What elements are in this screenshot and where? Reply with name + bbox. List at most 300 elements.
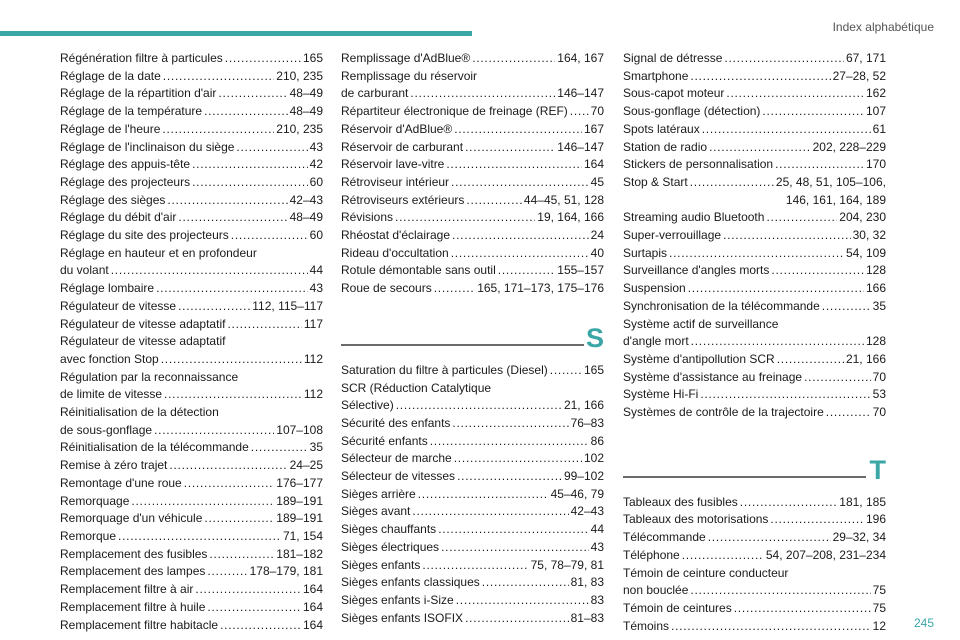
index-entry-label: Réglage des projecteurs [60, 174, 191, 189]
index-entry-row [341, 539, 604, 557]
dot-leader [446, 158, 582, 170]
index-entry-label: Réinitialisation de la télécommande [60, 440, 249, 455]
index-entry-pages: 112, 115–117 [252, 298, 323, 313]
index-entry-pages: 204, 230 [839, 210, 886, 225]
index-entry-label: Témoins [623, 618, 670, 633]
index-entry-label: avec fonction Stop [60, 351, 159, 366]
index-entry-row [341, 103, 604, 121]
index-entry-label: Témoin de ceintures [623, 600, 732, 615]
index-entry-row [623, 386, 886, 404]
index-entry-label: Remplacement filtre à huile [60, 599, 206, 614]
index-entry-pages: 24 [590, 228, 604, 243]
index-entry-row [60, 262, 323, 280]
index-entry-label: Saturation du filtre à particules (Diesel) [341, 362, 548, 377]
index-entry-pages: 44–45, 51, 128 [523, 192, 604, 207]
index-entry-pages: 181, 185 [839, 494, 886, 509]
index-entry [623, 103, 886, 121]
index-entry-label: Remorque [60, 528, 117, 543]
index-entry-row [60, 386, 323, 404]
index-entry [60, 563, 323, 581]
index-entry-row [341, 262, 604, 280]
index-entry-label: Régénération filtre à particules [60, 51, 223, 65]
index-entry [623, 351, 886, 369]
index-entry-pages: 75 [872, 583, 886, 598]
index-entry-label: Réglage des sièges [60, 192, 166, 207]
dot-leader [422, 559, 528, 571]
index-entry-label: Réglage de la température [60, 104, 203, 119]
index-entry-label: Remorquage [60, 493, 130, 508]
index-entry-row [60, 510, 323, 528]
index-entry-label: Streaming audio Bluetooth [623, 210, 765, 225]
index-entry-row [60, 457, 323, 475]
dot-leader [395, 211, 535, 223]
dot-leader [550, 364, 582, 376]
dot-leader [498, 264, 556, 276]
index-entry-row [60, 617, 323, 635]
index-entry-label: Systèmes de contrôle de la trajectoire [623, 405, 824, 420]
dot-leader [457, 470, 562, 482]
index-entry-label: Régulateur de vitesse [60, 298, 177, 313]
index-group-s [341, 362, 604, 628]
index-entry-pages: 30, 32 [852, 228, 886, 243]
dot-leader [441, 541, 589, 553]
index-entry-pages: 70 [590, 104, 604, 119]
index-entry-pages: 165 [583, 362, 604, 377]
index-entry-pages: 76–83 [570, 415, 604, 430]
dot-leader [167, 194, 287, 206]
index-entry-row [623, 494, 886, 512]
index-entry-row [60, 493, 323, 511]
index-entry [60, 245, 323, 280]
page-number: 245 [913, 616, 934, 630]
index-entry-pages: 86 [590, 433, 604, 448]
index-entry-row [623, 121, 886, 139]
index-entry-pages: 102 [583, 451, 604, 466]
index-entry-pages: 19, 164, 166 [537, 210, 604, 225]
dot-leader [726, 87, 864, 99]
index-entry-pages: 189–191 [276, 511, 323, 526]
index-entry-row [341, 486, 604, 504]
index-entry-row [623, 262, 886, 280]
index-entry-label: Sièges enfants classiques [341, 575, 480, 590]
index-entry [341, 192, 604, 210]
index-entry-row [60, 422, 323, 440]
index-entry-label: non bouclée [623, 583, 689, 598]
dot-leader [740, 496, 838, 508]
index-entry-row [60, 50, 323, 68]
dot-leader [412, 505, 568, 517]
index-entry-row [623, 68, 886, 86]
index-entry [623, 494, 886, 512]
index-entry-label: Système Hi-Fi [623, 387, 699, 402]
index-entry-pages: 81–83 [570, 610, 604, 625]
index-entry [60, 103, 323, 121]
index-entry-row [623, 227, 886, 245]
dot-leader [225, 52, 301, 64]
dot-leader [724, 52, 844, 64]
index-entry-label: Suspension [623, 281, 686, 296]
index-entry [341, 610, 604, 628]
index-entry-pages: 164 [302, 582, 323, 597]
index-entry [623, 316, 886, 351]
index-entry-pages: 112 [303, 387, 323, 402]
dot-leader [169, 459, 287, 471]
index-entry [341, 50, 604, 68]
index-entry-label-line: Remplissage du réservoir [341, 68, 478, 83]
index-entry-row [60, 475, 323, 493]
index-entry [623, 565, 886, 600]
index-entry [341, 557, 604, 575]
index-entry-pages: 164 [302, 617, 323, 632]
index-entry [60, 510, 323, 528]
index-entry [341, 245, 604, 263]
index-entry-pages: 48–49 [289, 210, 323, 225]
index-entry-row [341, 415, 604, 433]
index-entry-pages: 170 [865, 157, 886, 172]
dot-leader [434, 282, 475, 294]
index-entry-row [341, 503, 604, 521]
index-entry-label: Signal de détresse [623, 51, 723, 65]
index-entry-label: Remise à zéro trajet [60, 458, 168, 473]
index-entry-row [60, 174, 323, 192]
index-entry [341, 450, 604, 468]
index-entry-row [623, 209, 886, 227]
index-entry-pages: 44 [309, 263, 323, 278]
index-entry [60, 50, 323, 68]
index-entry [623, 280, 886, 298]
index-entry-row [60, 280, 323, 298]
section-letter: S [585, 322, 604, 353]
index-entry-label: Synchronisation de la télécommande [623, 298, 820, 313]
index-entry [341, 539, 604, 557]
index-entry [60, 369, 323, 404]
dot-leader [723, 229, 851, 241]
index-entry [60, 85, 323, 103]
index-entry [60, 121, 323, 139]
index-entry-row [341, 121, 604, 139]
index-entry-pages: 54, 207–208, 231–234 [765, 547, 886, 562]
dot-leader [156, 282, 308, 294]
index-entry-row [60, 192, 323, 210]
index-entry-label: Réglage du site des projecteurs [60, 228, 229, 243]
dot-leader [192, 158, 308, 170]
index-entry-pages: 210, 235 [276, 68, 323, 83]
index-entry [623, 547, 886, 565]
index-entry-label: d'angle mort [623, 334, 689, 349]
index-entry-label: Remplacement filtre habitacle [60, 617, 219, 632]
section-letter-t [623, 438, 886, 490]
index-entry-label: Réglage de l'inclinaison du siège [60, 139, 235, 154]
index-entry-label-line: Régulateur de vitesse adaptatif [60, 334, 226, 349]
index-entry-row [623, 245, 886, 263]
index-entry-label-line: SCR (Réduction Catalytique [341, 380, 492, 395]
dot-leader [734, 602, 871, 614]
index-entry-pages: 45–46, 79 [550, 486, 604, 501]
index-entry-label: Sièges avant [341, 504, 411, 519]
index-entry-label: Remplacement des fusibles [60, 546, 208, 561]
index-entry-label-line: Réinitialisation de la détection [60, 405, 219, 420]
index-entry-pages: 29–32, 34 [832, 530, 886, 545]
index-entry-label: du volant [60, 263, 109, 278]
index-entry-label: Répartiteur électronique de freinage (REF) [341, 104, 568, 119]
dot-leader [690, 70, 830, 82]
index-entry-label: Régulateur de vitesse adaptatif [60, 316, 226, 331]
index-entry-label: Rétroviseur intérieur [341, 174, 450, 189]
index-entry [341, 103, 604, 121]
index-entry-pages: 210, 235 [276, 121, 323, 136]
index-entry-label: de limite de vitesse [60, 387, 163, 402]
index-entry [341, 209, 604, 227]
index-entry-row [60, 581, 323, 599]
dot-leader [702, 123, 871, 135]
dot-leader [231, 229, 308, 241]
index-entry-row [341, 227, 604, 245]
index-entry-pages: 48–49 [289, 104, 323, 119]
index-entry [60, 68, 323, 86]
index-entry-label: Remplacement filtre à air [60, 582, 194, 597]
index-entry-pages: 42–43 [289, 192, 323, 207]
dot-leader [192, 176, 308, 188]
dot-leader [456, 594, 589, 606]
dot-leader [671, 620, 871, 632]
index-entry-row [623, 139, 886, 157]
index-entry-pages: 27–28, 52 [832, 68, 886, 83]
index-entry [60, 209, 323, 227]
dot-leader [163, 70, 275, 82]
dot-leader [451, 176, 589, 188]
dot-leader [184, 477, 275, 489]
dot-leader [766, 211, 837, 223]
index-entry-row [60, 68, 323, 86]
index-entry-row [341, 362, 604, 380]
index-entry-row [341, 592, 604, 610]
index-entry-pages: 53 [872, 387, 886, 402]
index-entry-pages: 75 [872, 600, 886, 615]
index-entry [341, 468, 604, 486]
index-entry [341, 380, 604, 415]
index-entry-label: Spots latéraux [623, 121, 700, 136]
index-entry-pages: 40 [590, 245, 604, 260]
section-rule [623, 476, 866, 478]
index-entry-row [623, 298, 886, 316]
dot-leader [465, 612, 569, 624]
index-entry-label: Surveillance d'angles morts [623, 263, 770, 278]
index-entry-row [60, 546, 323, 564]
index-entry-row [623, 582, 886, 600]
index-entry-row [623, 600, 886, 618]
index-entry-row [60, 298, 323, 316]
dot-leader [209, 548, 274, 560]
index-entry [623, 50, 886, 68]
index-entry-pages: 83 [590, 592, 604, 607]
index-entry-pages: 21, 166 [845, 351, 886, 366]
index-entry-row [60, 563, 323, 581]
dot-leader [472, 52, 555, 64]
index-entry-row [341, 192, 604, 210]
index-entry-row [623, 529, 886, 547]
index-entry [623, 121, 886, 139]
index-entry-label: Remplissage d'AdBlue® [341, 51, 471, 65]
index-entry [341, 156, 604, 174]
index-entry [623, 618, 886, 636]
index-entry [341, 121, 604, 139]
index-entry-pages: 164, 167 [557, 51, 604, 65]
dot-leader [218, 87, 287, 99]
index-entry-pages: 61 [872, 121, 886, 136]
dot-leader [162, 123, 274, 135]
index-entry-label: Rideau d'occultation [341, 245, 449, 260]
running-head: Index alphabétique [832, 20, 934, 34]
index-entry-pages: 196 [865, 512, 886, 527]
dot-leader [111, 264, 308, 276]
index-entry-pages-continued: 146, 161, 164, 189 [785, 192, 886, 207]
index-entry-pages: 43 [309, 139, 323, 154]
dot-leader [207, 565, 247, 577]
index-entry-label-line: Système actif de surveillance [623, 316, 779, 331]
index-entry-label: Télécommande [623, 530, 706, 545]
index-entry-label: de carburant [341, 86, 409, 101]
index-entry-row [60, 85, 323, 103]
index-entry [623, 209, 886, 227]
index-entry-label: Sécurité des enfants [341, 415, 451, 430]
index-entry [60, 156, 323, 174]
index-entry-row [623, 351, 886, 369]
index-entry [341, 574, 604, 592]
index-entry-label: Sièges enfants ISOFIX [341, 610, 464, 625]
index-entry-row [341, 174, 604, 192]
dot-leader [570, 105, 589, 117]
index-entry-row [341, 280, 604, 298]
index-entry-label: Sièges enfants i-Size [341, 592, 454, 607]
index-entry-label: Réglage des appuis-tête [60, 157, 191, 172]
index-entry-label: Sélective) [341, 398, 394, 413]
dot-leader [777, 353, 844, 365]
index-entry-row [60, 316, 323, 334]
index-entry-label: Tableaux des motorisations [623, 512, 769, 527]
index-entry [60, 139, 323, 157]
index-entry-pages: 48–49 [289, 86, 323, 101]
index-entry-pages: 178–179, 181 [249, 564, 323, 579]
index-entry-pages: 107–108 [276, 422, 323, 437]
index-entry [60, 528, 323, 546]
dot-leader [430, 435, 589, 447]
index-entry [623, 386, 886, 404]
index-entry [60, 599, 323, 617]
index-entry-pages: 128 [865, 263, 886, 278]
index-entry-pages: 75, 78–79, 81 [530, 557, 604, 572]
index-entry [623, 600, 886, 618]
index-entry-row [623, 404, 886, 422]
index-entry [60, 192, 323, 210]
index-entry [60, 404, 323, 439]
index-entry-pages: 117 [303, 316, 323, 331]
index-entry-row [341, 610, 604, 628]
dot-leader [131, 495, 274, 507]
index-entry-pages: 107 [865, 104, 886, 119]
index-entry-pages: 166 [865, 281, 886, 296]
index-entry-label: Réservoir d'AdBlue® [341, 121, 453, 136]
index-entry-pages: 165, 171–173, 175–176 [477, 281, 604, 296]
index-entry-label: Rotule démontable sans outil [341, 263, 496, 278]
index-entry-label: Réservoir lave-vitre [341, 157, 445, 172]
index-entry-row [60, 351, 323, 369]
dot-leader [762, 105, 864, 117]
index-entry [623, 68, 886, 86]
dot-leader [691, 335, 864, 347]
index-entry-label: Réglage de la répartition d'air [60, 86, 217, 101]
index-entry-label: Réglage de la date [60, 68, 161, 83]
index-entry-label: Système d'antipollution SCR [623, 351, 775, 366]
index-entry-label: Réglage de l'heure [60, 121, 161, 136]
dot-leader [771, 264, 864, 276]
index-entry-label: Remorquage d'un véhicule [60, 511, 203, 526]
dot-leader [452, 417, 568, 429]
index-entry-row [341, 209, 604, 227]
index-entry [623, 404, 886, 422]
index-entry-row [60, 599, 323, 617]
index-entry [341, 486, 604, 504]
index-entry-label: Tableaux des fusibles [623, 494, 738, 509]
index-entry-label: Smartphone [623, 68, 689, 83]
index-entry-label: Réservoir de carburant [341, 139, 464, 154]
index-entry-label: Sièges arrière [341, 486, 416, 501]
index-entry-row [60, 103, 323, 121]
index-entry-row [60, 121, 323, 139]
dot-leader [465, 141, 555, 153]
index-entry [60, 174, 323, 192]
index-entry-pages: 112 [303, 351, 323, 366]
dot-leader [482, 576, 569, 588]
index-entry-pages: 181–182 [276, 546, 323, 561]
index-entry-pages: 35 [872, 298, 886, 313]
index-entry [341, 592, 604, 610]
index-entry-pages: 42–43 [570, 504, 604, 519]
index-entry-row [341, 50, 604, 68]
index-entry-pages: 60 [309, 174, 323, 189]
dot-leader [161, 353, 302, 365]
index-entry-label: Rhéostat d'éclairage [341, 228, 451, 243]
index-entry-row [341, 557, 604, 575]
index-entry-label: de sous-gonflage [60, 422, 153, 437]
index-entry-pages: 99–102 [563, 469, 604, 484]
index-entry-label: Réglage lombaire [60, 281, 155, 296]
dot-leader [682, 549, 764, 561]
index-entry-pages: 43 [590, 539, 604, 554]
index-entry-label-line: Réglage en hauteur et en profondeur [60, 245, 257, 260]
dot-leader [804, 371, 871, 383]
index-entry [623, 156, 886, 174]
index-entry-row [623, 369, 886, 387]
index-entry [623, 529, 886, 547]
index-entry-pages: 71, 154 [282, 528, 323, 543]
dot-leader [204, 512, 274, 524]
index-entry-pages: 42 [309, 157, 323, 172]
index-entry-pages: 70 [872, 369, 886, 384]
index-entry-row [341, 521, 604, 539]
index-entry [341, 280, 604, 298]
index-entry-pages: 21, 166 [563, 398, 604, 413]
index-entry-label: Téléphone [623, 547, 680, 562]
index-entry-pages: 146–147 [557, 86, 604, 101]
index-entry-pages: 167 [583, 121, 604, 136]
dot-leader [688, 282, 864, 294]
index-entry-row [623, 85, 886, 103]
index-entry [623, 174, 886, 209]
index-entry-label: Station de radio [623, 139, 708, 154]
index-entry [341, 227, 604, 245]
index-entry-pages: 81, 83 [570, 575, 604, 590]
dot-leader [418, 488, 549, 500]
